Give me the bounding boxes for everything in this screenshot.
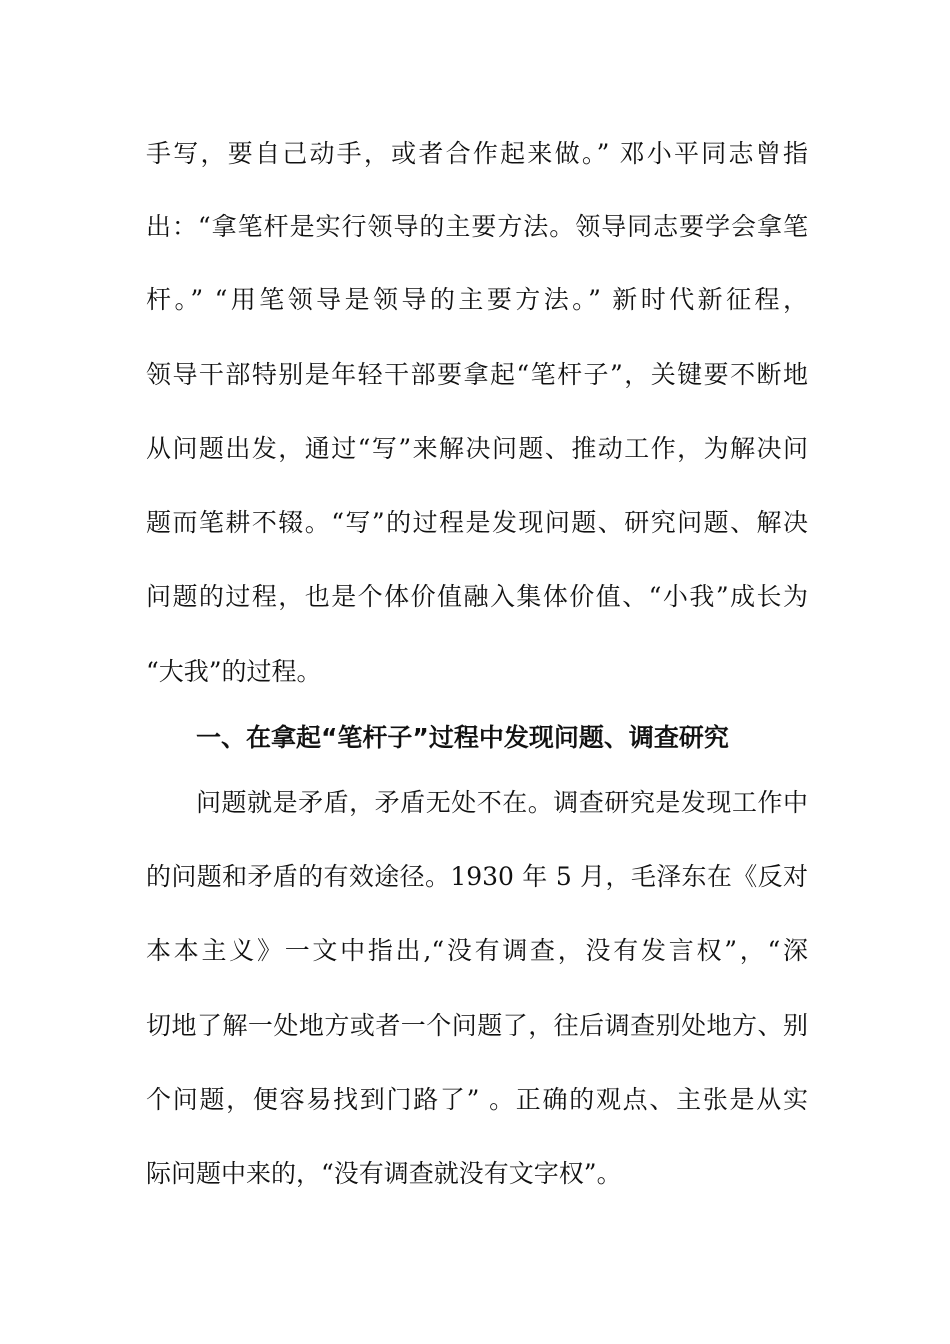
text-line: 问题就是矛盾，矛盾无处不在。调查研究是发现工作中 xyxy=(196,788,808,817)
text-line: 手写，要自己动手，或者合作起来做。” 邓小平同志曾指 xyxy=(146,139,808,168)
text-line: 杆。” “用笔领导是领导的主要方法。” 新时代新征程， xyxy=(146,285,808,314)
text-line: 切地了解一处地方或者一个问题了，往后调查别处地方、别 xyxy=(146,1011,808,1040)
section-heading: 一、在拿起“笔杆子”过程中发现问题、调查研究 xyxy=(196,723,729,752)
text-line: 从问题出发，通过“写”来解决问题、推动工作，为解决问 xyxy=(146,434,808,463)
text-line: 问题的过程，也是个体价值融入集体价值、“小我”成长为 xyxy=(146,582,808,611)
text-line: 出：“拿笔杆是实行领导的主要方法。领导同志要学会拿笔 xyxy=(146,212,808,241)
text-line: 领导干部特别是年轻干部要拿起“笔杆子”，关键要不断地 xyxy=(146,360,808,389)
text-line: 个问题，便容易找到门路了” 。正确的观点、主张是从实 xyxy=(146,1085,808,1114)
text-line: “大我”的过程。 xyxy=(146,657,322,686)
text-line: 际问题中来的，“没有调查就没有文字权”。 xyxy=(146,1159,622,1188)
text-line: 题而笔耕不辍。“写”的过程是发现问题、研究问题、解决 xyxy=(146,508,808,537)
text-line: 的问题和矛盾的有效途径。1930 年 5 月，毛泽东在《反对 xyxy=(146,862,808,891)
text-line: 本本主义》一文中指出,“没有调查，没有发言权”，“深 xyxy=(146,936,808,965)
